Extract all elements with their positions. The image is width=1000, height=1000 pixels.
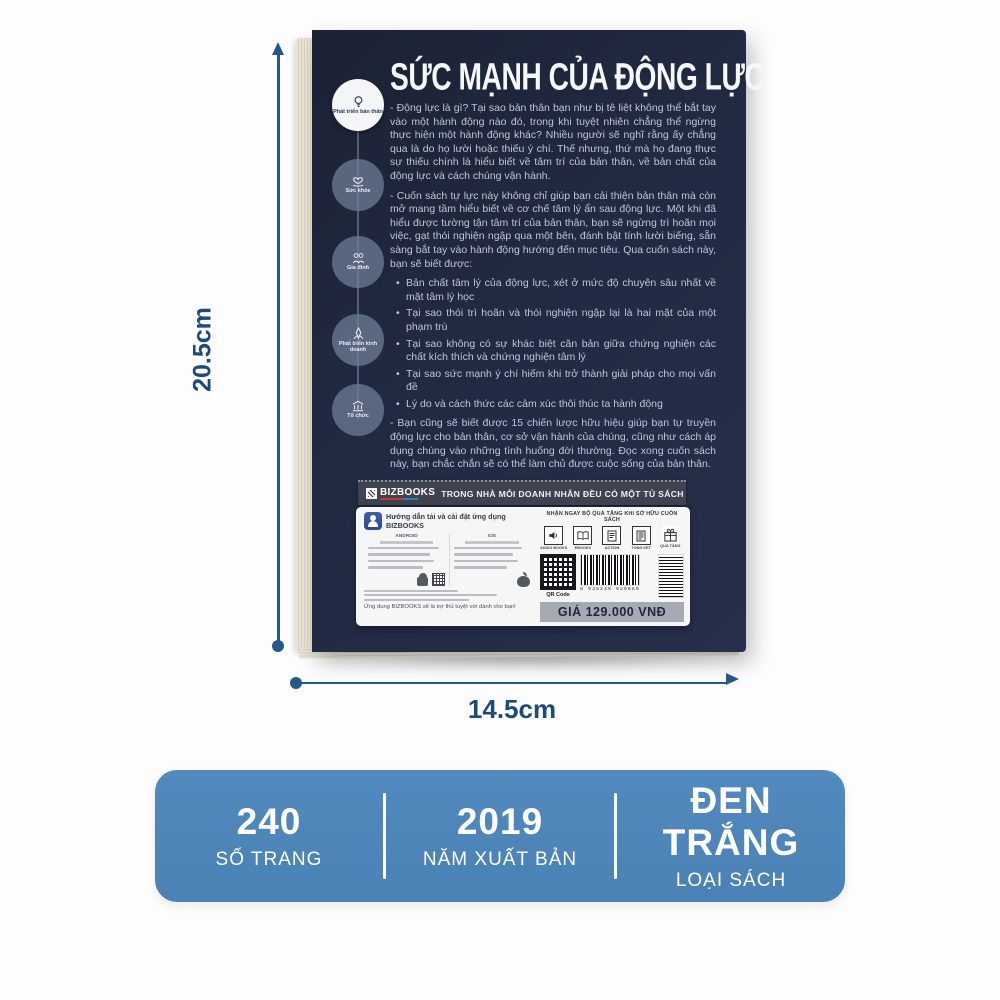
barcode-block xyxy=(580,554,640,592)
gift-label: QUÀ TẶNG xyxy=(660,544,681,548)
gift-label: EBOOKS xyxy=(574,546,592,550)
app-guide-section xyxy=(356,507,538,626)
growth-rocket-icon xyxy=(352,327,365,340)
instruction-line xyxy=(454,560,518,563)
gift-item-summary xyxy=(627,526,654,550)
description-paragraph: - Cuốn sách tự lực này không chỉ giúp bạn cải thiện bản thân mà còn mở mang tầm hiểu biết về cơ chế tâm lý ẩn sau động lực. Một khi đã hiểu được tường tận tâm trí của bản thân, bạn sẽ ngừng trì hoãn mọi việc, gạt thói nghiện ngập qua một bên, đánh bật tính lười biếng, sẵn sàng bắt tay vào hành động hướng đến mục tiêu. Qua cuốn sách này, bạn sẽ biết được: xyxy=(390,189,716,270)
document-lines-icon xyxy=(632,526,651,545)
bizbooks-logo xyxy=(358,488,441,500)
barcode xyxy=(580,554,640,586)
spec-value: 240 xyxy=(236,801,302,842)
spec-value: ĐEN TRẮNG xyxy=(662,780,800,863)
bullet-item: • Tại sao thói trì hoãn và thói nghiện ngập lại là hai mặt của một phạm trù xyxy=(406,307,716,334)
category-label: Phát triển bản thân xyxy=(333,108,383,115)
gift-label: TỔNG KẾT xyxy=(631,546,651,550)
instruction-line xyxy=(368,566,423,569)
building-icon xyxy=(351,400,365,412)
instruction-line xyxy=(454,553,513,556)
gift-title: NHẬN NGAY BỘ QUÀ TẶNG KHI SỞ HỮU CUỐN SÁCH xyxy=(546,511,678,523)
vertical-barcode xyxy=(658,554,684,598)
instruction-line xyxy=(454,566,507,569)
bizbooks-app-icon xyxy=(364,512,382,530)
category-business-development xyxy=(332,314,384,366)
width-dimension-arrow xyxy=(290,677,737,689)
category-family xyxy=(332,236,384,288)
speaker-icon xyxy=(544,526,563,545)
description-paragraph: - Bạn cũng sẽ biết được 15 chiến lược hữu hiệu giúp bạn tự truyền động lực cho bản thân, cơ sở vận hành của chúng, cũng như cách áp dụng chúng vào những tình huống đời thường. Đọc xong cuốn sách này, bạn chắc chắn sẽ có thể làm chủ được cuộc sống của bản thân. xyxy=(390,417,716,471)
book-title: SỨC MẠNH CỦA ĐỘNG LỰC xyxy=(390,56,765,99)
bizbooks-brand-name: BIZBOOKS xyxy=(380,486,436,498)
category-health xyxy=(332,159,384,211)
android-instructions xyxy=(364,534,449,587)
instruction-line xyxy=(454,547,522,550)
description-bullet-list xyxy=(390,277,716,411)
book-specs-bar xyxy=(155,770,845,902)
app-note: Ứng dụng BIZBOOKS sẽ là trợ thủ tuyệt vời dành cho bạn! xyxy=(364,603,516,610)
android-qr-code xyxy=(432,573,445,586)
category-label: Sức khỏe xyxy=(345,188,371,195)
arrow-line xyxy=(294,682,728,685)
book-page-edge-left xyxy=(296,38,313,652)
link-line xyxy=(364,599,469,601)
publisher-slogan: TRONG NHÀ MỖI DOANH NHÂN ĐỀU CÓ MỘT TỦ SÁCH xyxy=(441,488,684,499)
document-icon xyxy=(602,526,621,545)
height-dimension-label: 20.5cm xyxy=(188,307,217,392)
open-book-icon xyxy=(573,526,592,545)
width-dimension-label: 14.5cm xyxy=(467,694,557,724)
android-caption-line xyxy=(380,541,434,544)
gift-item-ebooks xyxy=(569,526,596,550)
barcode-digits: 8 935246 925660 xyxy=(580,587,640,593)
gift-label: ACTION xyxy=(604,546,620,550)
arrow-end-dot xyxy=(272,640,284,652)
category-label: Phát triển kinh doanh xyxy=(338,340,378,353)
qr-code xyxy=(540,554,576,590)
qr-code-label: QR Code xyxy=(546,592,570,599)
spec-value: 2019 xyxy=(456,801,544,842)
category-label: Tổ chức xyxy=(347,413,369,420)
spec-label: SỐ TRANG xyxy=(215,849,323,870)
link-line xyxy=(364,594,497,596)
category-organization xyxy=(332,384,384,436)
bizbooks-logo-icon xyxy=(366,488,377,499)
bullet-item: • Bản chất tâm lý của động lực, xét ở mức độ chuyên sâu nhất về mặt tâm lý học xyxy=(406,277,716,304)
arrow-line xyxy=(277,50,280,642)
instruction-line xyxy=(368,560,434,563)
contact-links xyxy=(364,590,534,601)
app-guide-title: Hướng dẫn tải và cài đặt ứng dụng BIZBOOKS xyxy=(386,512,506,530)
apple-logo-icon xyxy=(517,573,530,587)
gift-item-audiobooks xyxy=(540,526,567,550)
spec-year xyxy=(386,801,614,871)
book-back-cover xyxy=(312,30,765,652)
price-bar xyxy=(540,602,684,622)
bullet-item: • Lý do và cách thức các cảm xúc thôi thúc ta hành động xyxy=(406,398,716,412)
gift-item-gift xyxy=(657,526,684,550)
heart-hands-icon xyxy=(351,175,365,187)
bullet-item: • Tại sao không có sự khác biệt căn bản giữa chứng nghiện các chất kích thích và chứng nghiện tâm lý xyxy=(406,338,716,365)
instruction-line xyxy=(368,553,430,556)
instruction-line xyxy=(368,547,439,550)
ios-label: IOS xyxy=(487,534,497,539)
spec-pages xyxy=(155,801,383,871)
category-personal-development xyxy=(332,79,384,131)
price-text: GIÁ 129.000 VNĐ xyxy=(557,605,667,619)
spec-type xyxy=(617,780,845,892)
description-paragraph: - Động lực là gì? Tại sao bản thân bạn như bị tê liệt không thể bắt tay vào một hành động nào đó, trong khi tuyệt nhiên chẳng thể ngừng thực hiện một hành động khác? Nhiều người sẽ nghĩ rằng ấy chẳng qua là do họ lười hoặc thiếu ý chí. Thế nhưng, thứ mà họ đang thực sự thiếu chính là hiểu biết về tâm trí của bản thân, về bản chất của động lực và cách chúng vận hành. xyxy=(390,102,716,182)
android-label: ANDROID xyxy=(395,534,418,539)
link-line xyxy=(364,590,458,592)
bullet-item: • Tại sao sức mạnh ý chí hiếm khi trở thành giải pháp cho mọi vấn đề xyxy=(406,368,716,395)
arrow-right-head xyxy=(726,673,739,685)
spec-label: NĂM XUẤT BẢN xyxy=(422,849,578,870)
bizbooks-tagline-bar xyxy=(380,498,418,500)
ios-caption-line xyxy=(465,541,518,544)
gift-item-action xyxy=(598,526,625,550)
spec-label: LOẠI SÁCH xyxy=(675,870,787,891)
publisher-banner xyxy=(358,480,686,505)
android-robot-icon xyxy=(416,573,429,587)
category-label: Gia đình xyxy=(347,265,369,272)
lightbulb-icon xyxy=(352,95,365,108)
gift-section xyxy=(538,507,690,626)
family-icon xyxy=(351,252,366,264)
ios-instructions xyxy=(449,534,534,587)
publisher-info-panel xyxy=(356,507,690,626)
gift-box-icon xyxy=(662,526,679,543)
book-description xyxy=(390,102,716,478)
qr-code-block xyxy=(540,554,576,598)
height-dimension-arrow xyxy=(276,42,280,652)
gift-label: AUDIO BOOKS xyxy=(540,546,568,550)
